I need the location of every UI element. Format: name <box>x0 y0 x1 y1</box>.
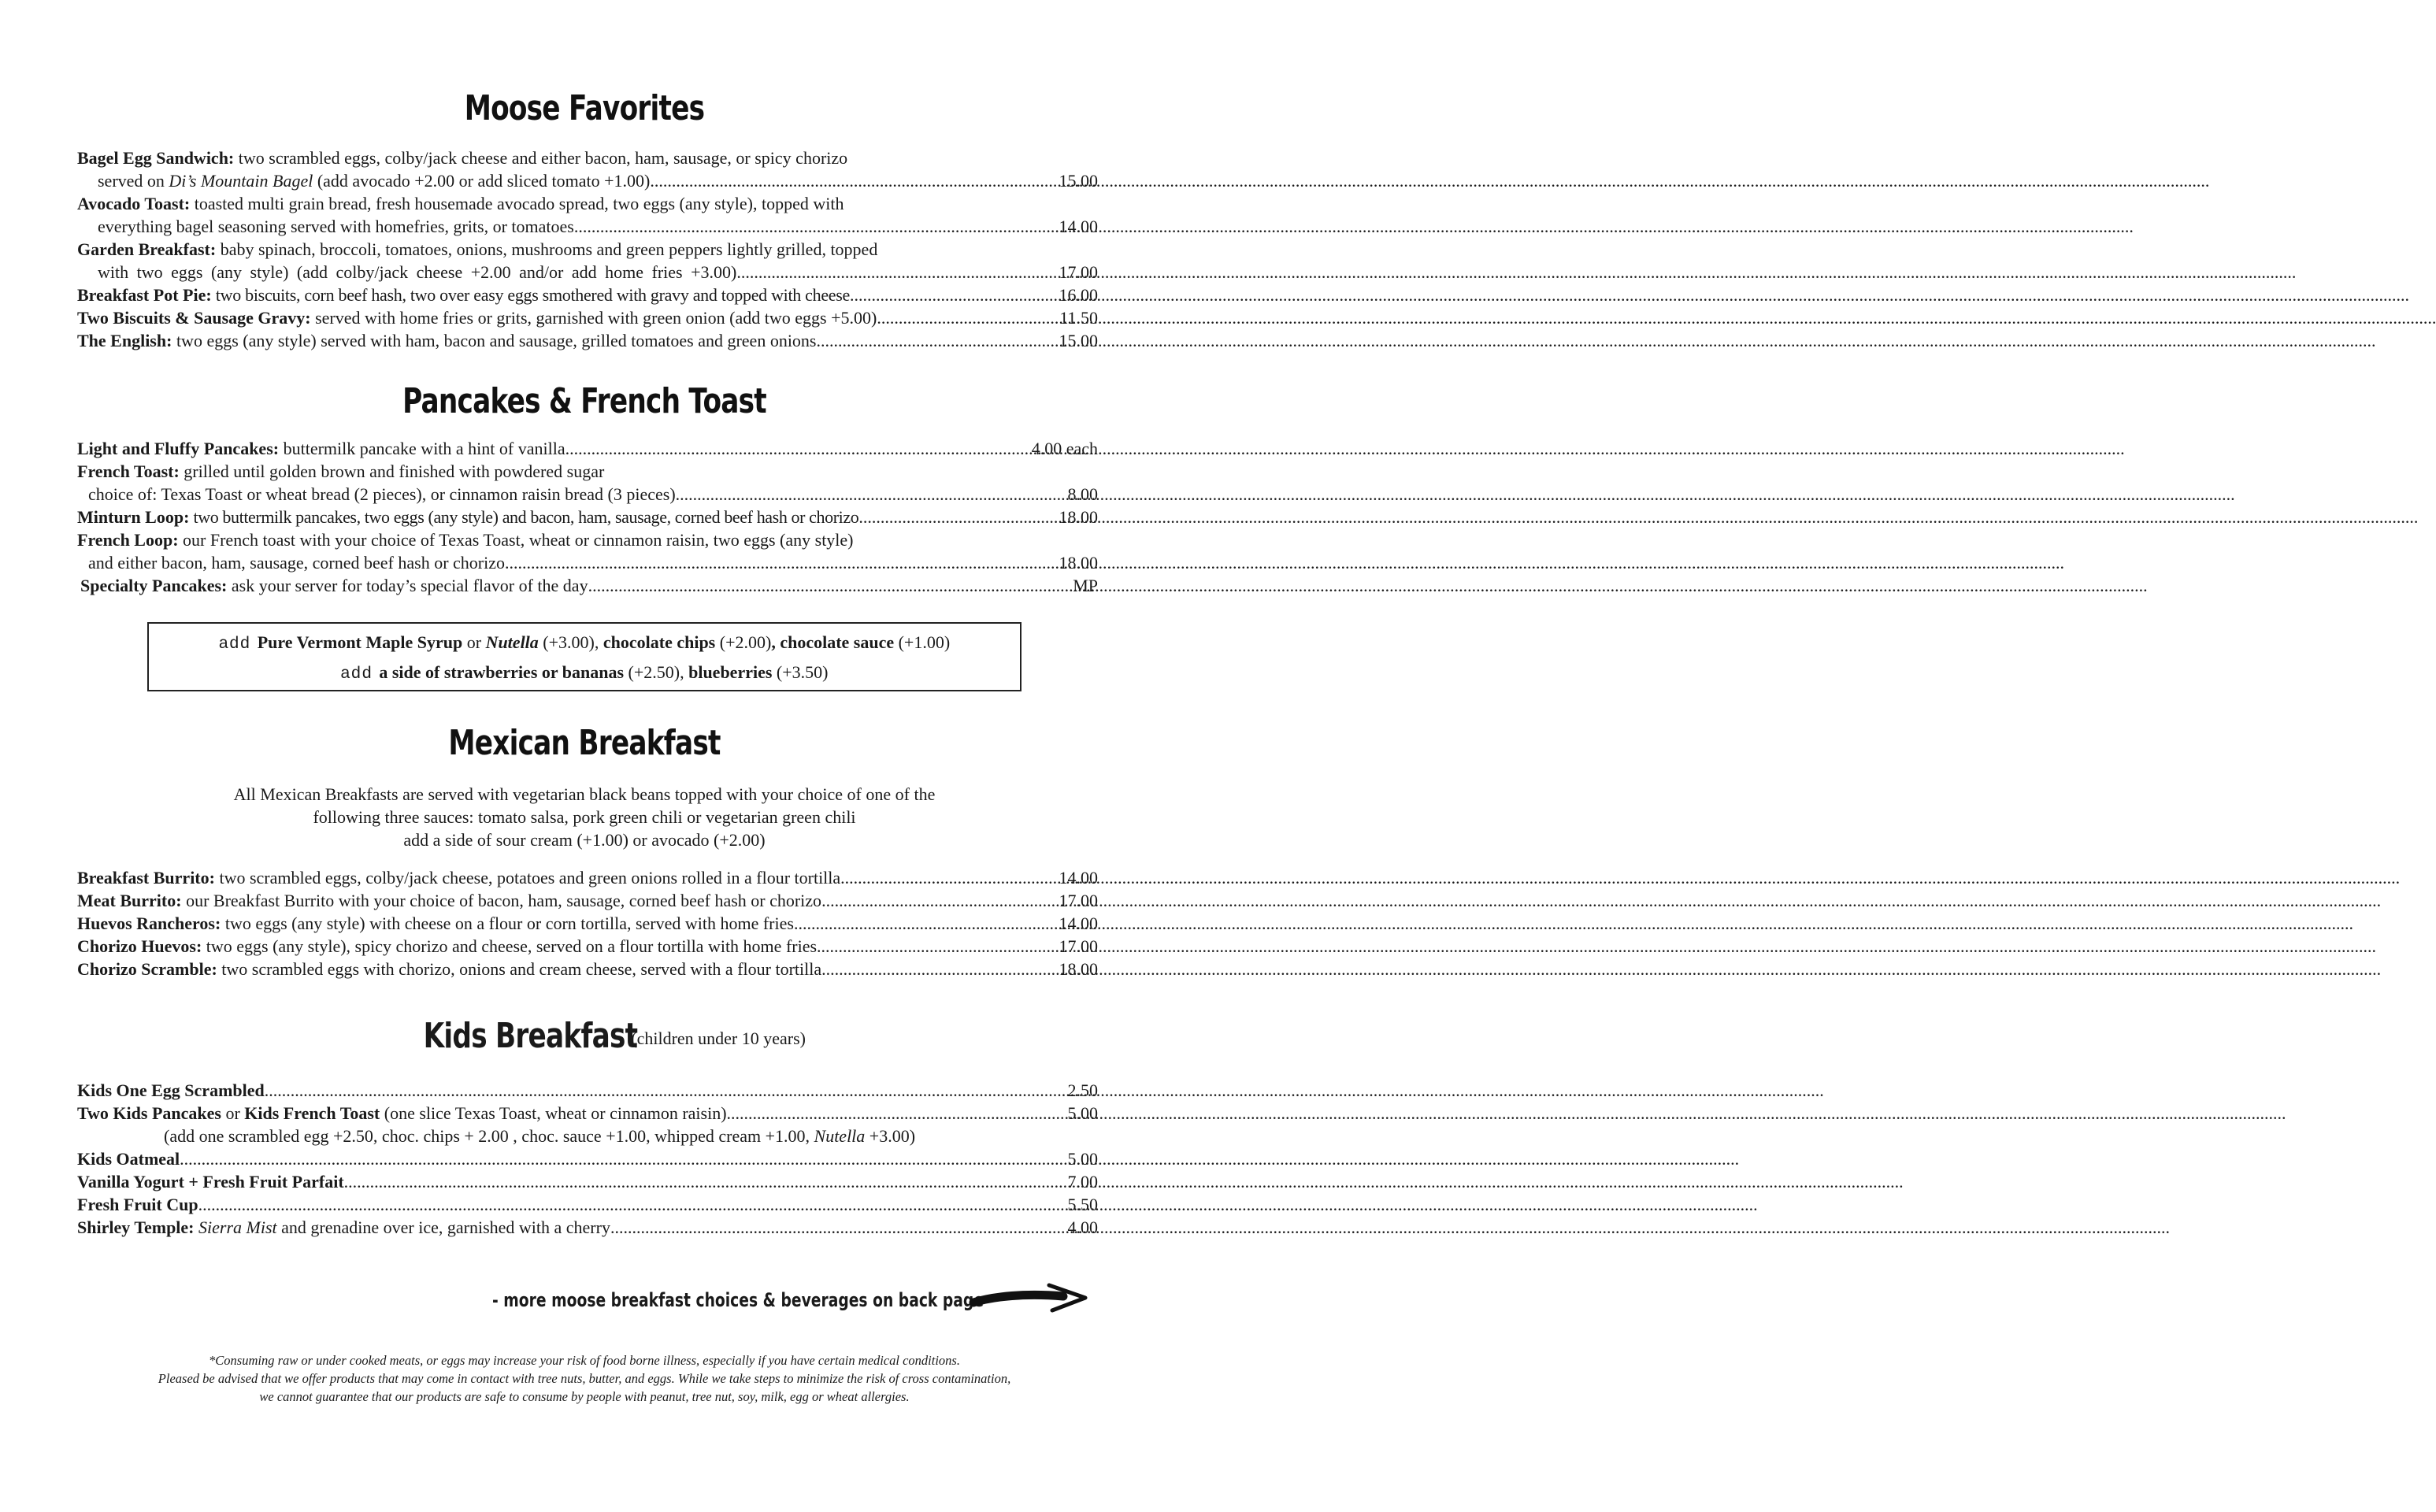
menu-item-continuation <box>77 1125 1098 1147</box>
item-desc: served with home fries or grits, garnished with green onion (add two eggs +5.00) <box>310 308 877 328</box>
item-price: MP <box>1073 576 1098 595</box>
item-desc-italic: Di’s Mountain Bagel <box>169 171 313 191</box>
addon-text: (+1.00) <box>894 632 951 652</box>
menu-item <box>77 1216 1098 1239</box>
addon-text: (+2.00) <box>715 632 772 652</box>
addon-name: a side of strawberries or bananas <box>379 662 625 682</box>
item-price: 18.00 <box>1059 959 1098 979</box>
item-desc: our French toast with your choice of Texas Toast, wheat or cinnamon raisin, two eggs (any style) <box>178 530 854 550</box>
mexican-intro <box>0 783 1169 851</box>
item-desc: everything bagel seasoning served with homefries, grits, or tomatoes <box>98 217 574 236</box>
item-desc: two scrambled eggs, colby/jack cheese, potatoes and green onions rolled in a flour tortilla <box>214 868 841 888</box>
addon-text: (+2.50), <box>624 662 689 682</box>
item-name: Kids One Egg Scrambled <box>77 1080 265 1100</box>
intro-line: All Mexican Breakfasts are served with vegetarian black beans topped with your choice of one of the <box>233 784 936 804</box>
item-desc: two scrambled eggs, colby/jack cheese and either bacon, ham, sausage, or spicy chorizo <box>234 148 848 168</box>
item-name: Garden Breakfast: <box>77 239 217 259</box>
menu-item <box>77 574 1098 597</box>
item-desc: ask your server for today’s special flavor of the day <box>227 576 588 595</box>
menu-item <box>77 912 1098 935</box>
addons-line-1 <box>149 628 1020 658</box>
section-title-kids: Kids Breakfast <box>423 1016 638 1056</box>
item-price: 14.00 <box>1059 914 1098 933</box>
item-name: Kids French Toast <box>244 1103 380 1123</box>
intro-line: following three sauces: tomato salsa, pork green chili or vegetarian green chili <box>313 807 856 827</box>
item-name: Chorizo Scramble: <box>77 959 217 979</box>
item-price: 16.00 <box>1059 285 1098 305</box>
disclaimer-line: *Consuming raw or under cooked meats, or eggs may increase your risk of food borne illness, especially if you have certain medical conditions. <box>209 1353 960 1368</box>
menu-item <box>77 1079 1098 1102</box>
item-name: Breakfast Pot Pie: <box>77 285 212 305</box>
item-name: Bagel Egg Sandwich: <box>77 148 235 168</box>
item-desc: toasted multi grain bread, fresh housemade avocado spread, two eggs (any style), topped with <box>190 194 844 213</box>
item-desc: two eggs (any style) with cheese on a flour or corn tortilla, served with home fries <box>221 914 794 933</box>
item-desc: two biscuits, corn beef hash, two over easy eggs smothered with gravy and topped with cheese <box>211 285 850 305</box>
item-desc: two buttermilk pancakes, two eggs (any style) and bacon, ham, sausage, corned beef hash or chorizo <box>189 507 859 527</box>
menu-item <box>77 284 1098 306</box>
item-desc: and either bacon, ham, sausage, corned beef hash or chorizo <box>88 553 505 573</box>
menu-item <box>77 192 1098 215</box>
menu-item <box>77 889 1098 912</box>
item-desc: two scrambled eggs with chorizo, onions and cream cheese, served with a flour tortilla <box>217 959 822 979</box>
item-price: 11.50 <box>1059 308 1098 328</box>
item-name: Vanilla Yogurt + Fresh Fruit Parfait <box>77 1172 344 1191</box>
item-price: 17.00 <box>1059 891 1098 910</box>
item-name: The English: <box>77 331 172 350</box>
item-name: Chorizo Huevos: <box>77 936 202 956</box>
item-price: 15.00 <box>1059 171 1098 191</box>
addon-text: (+3.00), <box>538 632 603 652</box>
pancakes-list <box>77 437 1098 597</box>
intro-line: add a side of sour cream (+1.00) or avocado (+2.00) <box>403 830 766 850</box>
item-price: 5.00 <box>1067 1149 1098 1169</box>
menu-item-continuation <box>77 169 1098 192</box>
item-name: Fresh Fruit Cup <box>77 1195 198 1214</box>
menu-item <box>77 329 1098 352</box>
item-desc: two eggs (any style) served with ham, bacon and sausage, grilled tomatoes and green onions <box>172 331 817 350</box>
item-desc: served on <box>98 171 169 191</box>
item-price: 4.00 each <box>1031 439 1098 458</box>
item-desc-italic: Sierra Mist <box>194 1217 277 1237</box>
disclaimer-line: we cannot guarantee that our products are safe to consume by people with peanut, tree nut, soy, milk, egg or wheat allergies. <box>259 1389 910 1404</box>
menu-item <box>77 146 1098 169</box>
kids-list <box>77 1079 1098 1239</box>
item-price: 18.00 <box>1059 507 1098 527</box>
item-desc: buttermilk pancake with a hint of vanilla <box>279 439 565 458</box>
kids-age-note: (children under 10 years) <box>631 1028 806 1048</box>
menu-item <box>77 506 1098 528</box>
item-price: 14.00 <box>1059 217 1098 236</box>
addons-line-2 <box>149 658 1020 687</box>
section-title-mexican: Mexican Breakfast <box>448 723 721 763</box>
item-name: French Loop: <box>77 530 179 550</box>
menu-item <box>77 238 1098 261</box>
menu-page <box>0 0 1169 1512</box>
addon-name: Pure Vermont Maple Syrup <box>257 632 463 652</box>
item-price: 4.00 <box>1067 1217 1098 1237</box>
item-desc: two eggs (any style), spicy chorizo and cheese, served on a flour tortilla with home fries <box>202 936 818 956</box>
item-price: 17.00 <box>1059 262 1098 282</box>
addon-text: (+3.50) <box>772 662 829 682</box>
menu-item-continuation <box>77 215 1098 238</box>
item-name: Specialty Pancakes: <box>80 576 228 595</box>
menu-item-continuation <box>77 261 1098 284</box>
menu-item <box>77 1193 1098 1216</box>
menu-item-continuation <box>77 551 1098 574</box>
addon-name: chocolate chips <box>603 632 716 652</box>
menu-item <box>77 460 1098 483</box>
addon-text: or <box>462 632 486 652</box>
section-title-moose-favorites: Moose Favorites <box>464 88 705 128</box>
item-name: Two Kids Pancakes <box>77 1103 221 1123</box>
item-name: Meat Burrito: <box>77 891 182 910</box>
mexican-list <box>77 866 1098 980</box>
item-name: Breakfast Burrito: <box>77 868 215 888</box>
item-name: French Toast: <box>77 461 180 481</box>
item-name: Kids Oatmeal <box>77 1149 180 1169</box>
menu-item <box>77 1170 1098 1193</box>
item-desc: (add avocado +2.00 or add sliced tomato +1.00) <box>313 171 651 191</box>
menu-item <box>77 1147 1098 1170</box>
addon-name-italic: Nutella <box>485 632 539 652</box>
item-desc: (add one scrambled egg +2.50, choc. chips + 2.00 , choc. sauce +1.00, whipped cream +1.00, <box>164 1126 814 1146</box>
item-price: 7.00 <box>1067 1172 1098 1191</box>
item-desc: baby spinach, broccoli, tomatoes, onions, mushrooms and green peppers lightly grilled, topped <box>216 239 878 259</box>
moose-favorites-list <box>77 146 1098 352</box>
menu-item <box>77 437 1098 460</box>
item-price: 5.00 <box>1067 1103 1098 1123</box>
item-price: 5.50 <box>1067 1195 1098 1214</box>
section-title-pancakes: Pancakes & French Toast <box>402 381 766 421</box>
item-desc: +3.00) <box>865 1126 916 1146</box>
menu-item <box>77 1102 1098 1125</box>
menu-item <box>77 528 1098 551</box>
item-name: Huevos Rancheros: <box>77 914 221 933</box>
item-name: Avocado Toast: <box>77 194 191 213</box>
more-choices-note: - more moose breakfast choices & beverages on back page <box>492 1289 984 1311</box>
menu-item <box>77 935 1098 958</box>
item-desc: choice of: Texas Toast or wheat bread (2 pieces), or cinnamon raisin bread (3 pieces) <box>88 484 676 504</box>
item-price: 2.50 <box>1067 1080 1098 1100</box>
item-name: Shirley Temple: <box>77 1217 195 1237</box>
item-name: Minturn Loop: <box>77 507 190 527</box>
addon-name: blueberries <box>688 662 773 682</box>
item-desc-italic: Nutella <box>814 1126 866 1146</box>
item-price: 17.00 <box>1059 936 1098 956</box>
addons-box <box>147 622 1021 691</box>
item-price: 15.00 <box>1059 331 1098 350</box>
item-desc: and grenadine over ice, garnished with a cherry <box>276 1217 610 1237</box>
addon-name: , chocolate sauce <box>771 632 895 652</box>
item-name: Light and Fluffy Pancakes: <box>77 439 280 458</box>
disclaimer-line: Pleased be advised that we offer products that may come in contact with tree nuts, butter, and eggs. While we take steps to minimize the risk of cross contamination, <box>158 1371 1011 1386</box>
item-name: Two Biscuits & Sausage Gravy: <box>77 308 311 328</box>
menu-item <box>77 958 1098 980</box>
menu-item <box>77 866 1098 889</box>
allergy-disclaimer <box>0 1351 1169 1406</box>
kids-heading-row <box>0 1016 1169 1056</box>
item-price: 18.00 <box>1059 553 1098 573</box>
item-desc: or <box>221 1103 245 1123</box>
addon-add-label: add <box>218 634 258 652</box>
addon-add-label: add <box>340 664 380 682</box>
item-price: 8.00 <box>1067 484 1098 504</box>
menu-item-continuation <box>77 483 1098 506</box>
item-price: 14.00 <box>1059 868 1098 888</box>
item-desc: our Breakfast Burrito with your choice of bacon, ham, sausage, corned beef hash or chorizo <box>181 891 822 910</box>
item-desc: with two eggs (any style) (add colby/jack cheese +2.00 and/or add home fries +3.00) <box>98 262 737 282</box>
menu-item <box>77 306 1098 329</box>
item-desc: grilled until golden brown and finished with powdered sugar <box>179 461 605 481</box>
arrow-right-icon <box>970 1280 1090 1314</box>
item-desc: (one slice Texas Toast, wheat or cinnamon raisin) <box>380 1103 727 1123</box>
